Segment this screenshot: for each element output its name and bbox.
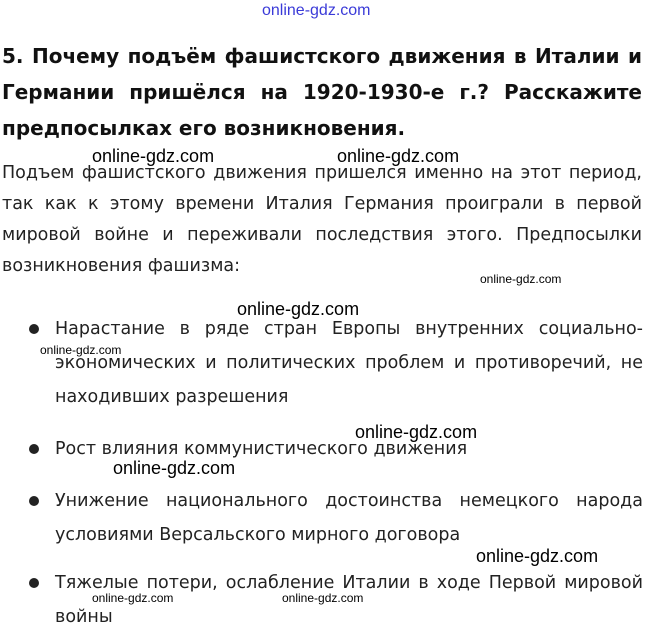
bullet-icon — [29, 324, 39, 334]
watermark: online-gdz.com — [92, 591, 174, 605]
question-heading: 5. Почему подъём фашистского движения в Италии и Германии пришёлся на 1920-1930-е г.? Расскажите предпосылках его возникновения. — [2, 44, 642, 140]
watermark: online-gdz.com — [40, 343, 122, 357]
watermark: online-gdz.com — [355, 422, 478, 442]
bullet-icon — [29, 444, 39, 454]
watermark: online-gdz.com — [237, 299, 360, 319]
bullet-text: Нарастание в ряде стран Европы внутренних социально-экономических и политических проблем и противоречий, не находивших разрешения — [55, 319, 643, 407]
watermark: online-gdz.com — [480, 272, 562, 286]
answer-paragraph: Подъем фашистского движения пришелся именно на этот период, так как к этому времени Италия Германия проиграли в первой мировой войне и переживали последствия этого. Предпосылки возникновения фашизма: — [2, 163, 642, 276]
watermark-top: online-gdz.com — [262, 2, 371, 19]
bullet-text: Рост влияния коммунистического движения — [55, 439, 468, 459]
bullet-icon — [29, 578, 39, 588]
watermark: online-gdz.com — [92, 146, 215, 166]
bullet-text: Тяжелые потери, ослабление Италии в ходе Первой мировой войны — [55, 573, 643, 627]
watermark: online-gdz.com — [113, 458, 236, 478]
bullet-text: Унижение национального достоинства немецкого народа условиями Версальского мирного договора — [55, 491, 643, 545]
bullet-icon — [29, 496, 39, 506]
watermark: online-gdz.com — [282, 591, 364, 605]
watermark: online-gdz.com — [476, 546, 599, 566]
watermark: online-gdz.com — [337, 146, 460, 166]
